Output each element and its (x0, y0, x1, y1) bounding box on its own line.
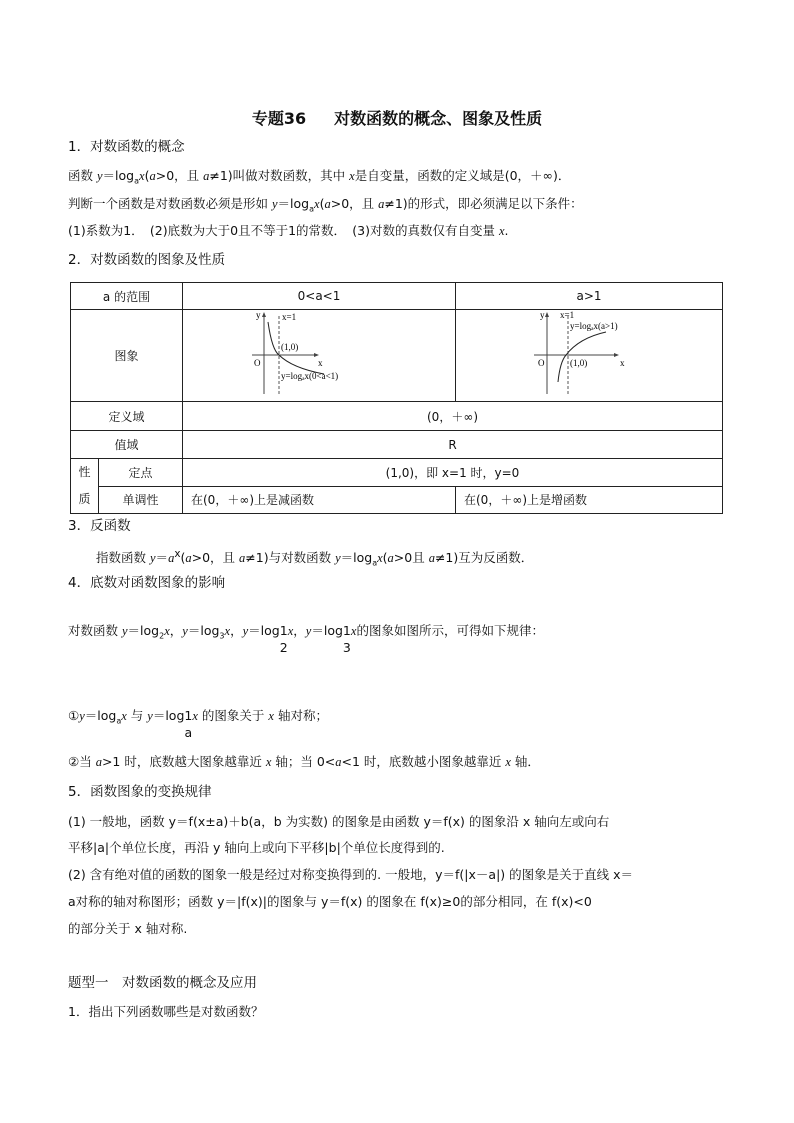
asymptote-label: x=1 (560, 310, 575, 320)
section-2-heading: 2．对数函数的图象及性质 (68, 252, 226, 268)
math-variable: y (96, 169, 103, 183)
rule-1 (68, 708, 328, 740)
text-segment: a (116, 716, 122, 726)
fraction-denominator: 3 (342, 640, 351, 655)
decreasing-log-graph (244, 310, 394, 398)
text-segment: ≠1)叫做对数函数，其中 (209, 168, 350, 183)
math-variable: a (335, 755, 342, 769)
text-segment: a (309, 204, 315, 214)
math-variable: x (164, 624, 170, 638)
text-segment: 判断一个函数是对数函数必须是形如 (68, 196, 272, 211)
text-segment: 轴；当 0< (271, 754, 336, 769)
text-segment: >0，且 (330, 196, 379, 211)
x-axis-label: x (620, 358, 625, 368)
fraction-base (279, 623, 288, 655)
y-axis-label: y (256, 310, 261, 320)
text-segment: ＝log (152, 708, 185, 723)
text-segment: ( (180, 550, 186, 566)
math-variable: x (268, 709, 274, 723)
graph-label: 图象 (71, 310, 183, 402)
section-1-heading: 1．对数函数的概念 (68, 139, 185, 155)
properties-label (71, 459, 99, 514)
fixed-point-label: 定点 (99, 459, 183, 487)
text-segment: ＝log (311, 623, 343, 638)
text-segment: ( (144, 168, 150, 183)
math-variable: y (79, 709, 85, 723)
math-variable: y (242, 624, 249, 638)
range-value: R (183, 431, 723, 459)
text-segment: ＝log (248, 623, 280, 638)
math-variable: a (324, 197, 331, 211)
criteria-intro (68, 196, 583, 218)
math-variable: a (95, 755, 102, 769)
page-title (0, 106, 794, 129)
monotonicity-case-2: 在(0，＋∞)上是增函数 (456, 486, 723, 514)
text-segment: 与 (126, 708, 148, 723)
math-variable: x (224, 624, 231, 638)
title-text: 对数函数的概念、图象及性质 (334, 109, 543, 128)
text-segment: x (174, 548, 181, 560)
inverse-function-line (96, 546, 533, 572)
math-variable: a (185, 551, 192, 566)
text-segment: 的图象如图所示，可得如下规律： (356, 623, 544, 638)
text-segment: ( (382, 550, 388, 566)
fraction-numerator: 1 (279, 623, 288, 638)
range-label: 值域 (71, 431, 183, 459)
header-case-2: a>1 (456, 283, 723, 310)
fraction-numerator: 1 (184, 708, 193, 723)
section-5-heading: 5．函数图象的变换规律 (68, 784, 212, 800)
transform-rule-2b: a对称的轴对称图形；函数 y＝|f(x)|的图象与 y＝f(x) 的图象在 f(x)≥0的部分相同，在 f(x)<0 (68, 894, 592, 909)
math-variable: y (335, 551, 341, 566)
text-segment: 的图象关于 (197, 708, 269, 723)
math-variable: x (505, 755, 511, 769)
graph-increasing (456, 310, 723, 402)
text-segment: ②当 (68, 754, 96, 769)
text-segment: ， (230, 623, 243, 638)
text-segment: a (134, 176, 140, 186)
math-variable: a (239, 551, 246, 566)
math-variable: x (349, 169, 355, 183)
increasing-log-graph (514, 310, 664, 398)
x-axis-label: x (318, 358, 323, 368)
math-variable: x (314, 197, 320, 211)
math-variable: y (305, 624, 312, 638)
math-variable: a (203, 169, 210, 183)
y-axis-label: y (540, 310, 545, 320)
text-segment: ＝log (102, 168, 135, 183)
origin-label: O (254, 358, 261, 368)
text-segment: a (372, 558, 378, 568)
math-variable: x (192, 709, 198, 723)
fraction-denominator: a (184, 725, 193, 740)
math-variable: y (147, 709, 153, 723)
section-3-heading: 3．反函数 (68, 518, 131, 534)
text-segment: 函数 (68, 168, 97, 183)
question-1: 1．指出下列函数哪些是对数函数？ (68, 1004, 264, 1019)
type-1-heading: 题型一 对数函数的概念及应用 (68, 975, 257, 991)
text-segment: ≠1)的形式，即必须满足以下条件： (384, 196, 583, 211)
fixed-point-value: (1,0)，即 x=1 时，y=0 (183, 459, 723, 487)
domain-value: (0，＋∞) (183, 402, 723, 431)
domain-label: 定义域 (71, 402, 183, 431)
text-segment: 轴对称； (273, 708, 328, 723)
math-variable: a (378, 197, 385, 211)
text-segment: >0且 (393, 550, 429, 566)
text-segment: ＝log (84, 708, 117, 723)
text-segment: 指数函数 (96, 550, 150, 566)
math-variable: y (121, 624, 128, 638)
text-segment: ≠1)互为反函数． (434, 550, 534, 566)
math-variable: y (149, 551, 156, 566)
math-variable: a (149, 169, 156, 183)
prop-char-1: 性 (78, 465, 91, 479)
text-segment: 对数函数 (68, 623, 122, 638)
text-segment: ① (68, 708, 80, 723)
text-segment: <1 时，底数越小图象越靠近 (341, 754, 506, 769)
text-segment: 2 (159, 631, 165, 641)
math-variable: x (139, 169, 145, 183)
asymptote-label: x=1 (282, 312, 297, 322)
transform-rule-1a: (1) 一般地，函数 y＝f(x±a)＋b(a，b 为实数) 的图象是由函数 y＝f(x) 的图象沿 x 轴向左或向右 (68, 814, 610, 829)
math-variable: x (377, 551, 383, 566)
math-variable: x (287, 624, 294, 638)
math-variable: a (428, 551, 435, 566)
rule-2 (68, 754, 540, 770)
prop-char-2: 质 (78, 492, 91, 506)
point-label: (1,0) (281, 342, 299, 352)
text-segment: 是自变量，函数的定义域是(0，＋∞)． (354, 168, 571, 183)
math-variable: y (271, 197, 278, 211)
math-variable: a (387, 551, 394, 566)
text-segment: ＝log (127, 623, 160, 638)
text-segment: 轴． (510, 754, 540, 769)
definition-line (68, 168, 570, 190)
criteria-list (68, 223, 509, 239)
title-number: 专题36 (251, 109, 307, 128)
function-label: y=logₐx(0<a<1) (281, 371, 339, 381)
transform-rule-2c: 的部分关于 x 轴对称. (68, 921, 188, 936)
math-variable: x (265, 755, 272, 769)
math-variable: x (498, 224, 505, 238)
math-variable: x (350, 624, 357, 638)
text-segment: . (504, 223, 509, 238)
header-range: a 的范围 (71, 283, 183, 310)
monotonicity-case-1: 在(0，＋∞)上是减函数 (183, 486, 456, 514)
text-segment: >0，且 (191, 550, 240, 566)
header-case-1: 0<a<1 (183, 283, 456, 310)
point-label: (1,0) (570, 358, 588, 368)
monotonicity-label: 单调性 (99, 486, 183, 514)
transform-rule-2a: (2) 含有绝对值的函数的图象一般是经过对称变换得到的. 一般地，y＝f(|x－a|) 的图象是关于直线 x＝ (68, 867, 634, 882)
text-segment: ≠1)与对数函数 (245, 550, 336, 566)
text-segment: ， (293, 623, 306, 638)
text-segment: 3 (219, 631, 225, 641)
fraction-numerator: 1 (342, 623, 351, 638)
base-comparison-line (68, 623, 544, 655)
origin-label: O (538, 358, 545, 368)
properties-table (70, 282, 723, 514)
text-segment: ＝log (187, 623, 220, 638)
math-variable: y (182, 624, 188, 638)
fraction-base (184, 708, 193, 740)
fraction-denominator: 2 (279, 640, 288, 655)
transform-rule-1b: 平移|a|个单位长度，再沿 y 轴向上或向下平移|b|个单位长度得到的. (68, 840, 445, 855)
graph-decreasing (183, 310, 456, 402)
text-segment: ＝ (155, 550, 169, 566)
text-segment: ＝log (340, 550, 373, 566)
text-segment: >1 时，底数越大图象越靠近 (101, 754, 266, 769)
math-variable: a (168, 551, 175, 566)
section-4-heading: 4．底数对函数图象的影响 (68, 575, 226, 591)
text-segment: ， (169, 623, 183, 638)
text-segment: (1)系数为1． (2)底数为大于0且不等于1的常数． (3)对数的真数仅有自变量 (68, 223, 499, 238)
text-segment: ＝log (277, 196, 310, 211)
fraction-base (342, 623, 351, 655)
function-label: y=logₐx(a>1) (570, 321, 618, 331)
math-variable: x (121, 709, 127, 723)
text-segment: ( (319, 196, 325, 211)
text-segment: >0，且 (155, 168, 204, 183)
